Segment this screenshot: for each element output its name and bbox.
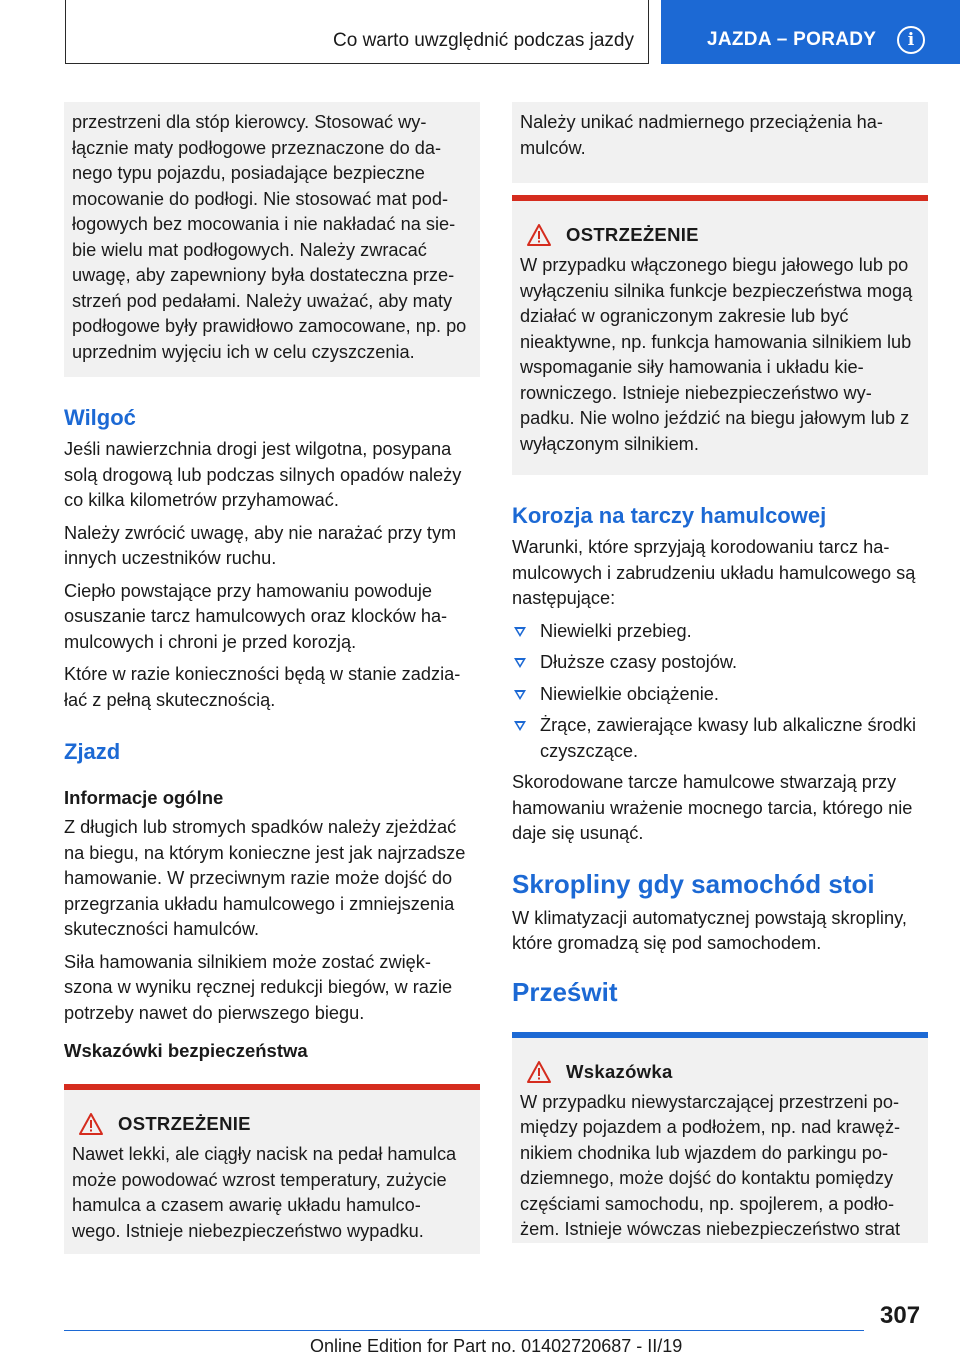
heading-zjazd: Zjazd [64, 739, 121, 764]
bullet-triangle-icon [514, 721, 526, 731]
right-column [512, 102, 928, 1243]
hint-box [512, 1032, 928, 1243]
heading-safety: Wskazówki bezpieczeństwa [64, 1040, 308, 1061]
wilgoc-p3: Ciepło powstające przy hamowaniu powoduje osuszanie tarcz hamulcowych oraz klocków ha- mulcowych i chroni je przed korozją. [64, 580, 448, 652]
heading-informacje: Informacje ogólne [64, 787, 224, 808]
overload-text: Należy unikać nadmiernego przeciążenia ha- mulców. [520, 112, 883, 158]
warning-triangle-icon [78, 1112, 104, 1136]
list-item: Żrące, zawierające kwasy lub alkaliczne środki czyszczące. [512, 713, 928, 764]
header-chapter-box [65, 0, 649, 64]
floor-mat-text: przestrzeni dla stóp kierowcy. Stosować wy- łącznie maty podłogowe przeznaczone do da- nego typu pojazdu, posiadające bezpieczne mocowanie do podłogi. Nie stosować mat pod- łogowych bez mocowania i nie nakładać na sie- bie wielu mat podłogowych. Należy zwracać uwagę, aby zapewniony była dostateczna prze- strzeń pod pedałami. Należy uważać, aby maty podłogowe były prawidłowo zamocowane, np. po uprzednim wyjęciu ich w celu czyszczenia. [72, 112, 467, 362]
list-item: Niewielki przebieg. [512, 619, 928, 645]
korozja-list [512, 619, 928, 765]
header-section: JAZDA – PORADY [707, 29, 877, 50]
page-number: 307 [880, 1302, 921, 1329]
wilgoc-p4: Które w razie konieczności będą w stanie zadzia- łać z pełną skutecznością. [64, 664, 461, 710]
wilgoc-p1: Jeśli nawierzchnia drogi jest wilgotna, posypana solą drogową lub podczas silnych opadów należy co kilka kilometrów przyhamować. [64, 439, 462, 510]
overload-box [512, 102, 928, 183]
zjazd-p2: Siła hamowania silnikiem może zostać zwięk- szona w wyniku ręcznej redukcji biegów, w razie potrzeby nawet do pierwszego biegu. [64, 951, 453, 1023]
floor-mat-box [64, 102, 480, 377]
header-section-box[interactable] [661, 0, 960, 64]
bullet-triangle-icon [514, 627, 526, 637]
wilgoc-p2: Należy zwrócić uwagę, aby nie narażać przy tym innych uczestników ruchu. [64, 522, 457, 568]
bullet-triangle-icon [514, 690, 526, 700]
footer-edition: Online Edition for Part no. 01402720687 - II/19 [310, 1336, 683, 1356]
zjazd-p1: Z długich lub stromych spadków należy zjeżdżać na biegu, na którym konieczne jest jak najrzadsze hamowanie. W przeciwnym razie może dojść do przegrzania układu hamulcowego i zmniejszenia skuteczności hamulców. [64, 817, 466, 939]
footer-divider [64, 1330, 864, 1331]
warning-text: W przypadku włączonego biegu jałowego lub po wyłączeniu silnika funkcje bezpieczeństwa mogą działać w ograniczonym zakresie lub być nieaktywne, np. funkcja hamowania silnikiem lub wspomaganie siły hamowania i układu kie- rowniczego. Istnieje niebezpieczeństwo wy- padku. Nie wolno jeździć na biegu jałowym lub z wyłączonym silnikiem. [520, 255, 913, 454]
skropliny-text: W klimatyzacji automatycznej powstają skropliny, które gromadzą się pod samochodem. [512, 907, 907, 953]
hint-text: W przypadku niewystarczającej przestrzeni po- między pojazdem a podłożem, np. nad krawęż- nikiem chodnika lub wjazdem do parkingu po- dziemnego, może dojść do kontaktu pomiędzy częściami samochodu, np. spojlerem, a podło- żem. Istnieje wówczas niebezpieczeństwo strat [520, 1091, 901, 1239]
warning-triangle-icon [526, 1060, 552, 1084]
warning-triangle-icon [526, 223, 552, 247]
korozja-p2: Skorodowane tarcze hamulcowe stwarzają przy hamowaniu wrażenie mocnego tarcia, którego nie daje się usunąć. [512, 772, 913, 843]
heading-korozja: Korozja na tarczy hamulcowej [512, 503, 827, 528]
heading-przeswit: Prześwit [512, 976, 618, 1007]
warning-box-left [64, 1084, 480, 1254]
list-item: Niewielkie obciążenie. [512, 682, 928, 708]
heading-skropliny: Skropliny gdy samochód stoi [512, 868, 875, 899]
warning-label: OSTRZEŻENIE [118, 1113, 251, 1134]
warning-text: Nawet lekki, ale ciągły nacisk na pedał hamulca może powodować wzrost temperatury, zużycie hamulca a czasem awarię układu hamulco- wego. Istnieje niebezpieczeństwo wypadku. [72, 1144, 457, 1241]
hint-label: Wskazówka [566, 1060, 673, 1082]
heading-wilgoc: Wilgoć [64, 405, 136, 430]
warning-box-right [512, 195, 928, 475]
bullet-triangle-icon [514, 658, 526, 668]
korozja-p1: Warunki, które sprzyjają korodowaniu tarcz ha- mulcowych i zabrudzeniu układu hamulcowego są następujące: [512, 537, 916, 608]
list-item: Dłuższe czasy postojów. [512, 650, 928, 676]
warning-label: OSTRZEŻENIE [566, 224, 699, 245]
info-icon[interactable]: i [897, 26, 925, 54]
left-column [64, 102, 480, 1254]
header-chapter: Co warto uwzględnić podczas jazdy [333, 30, 634, 51]
